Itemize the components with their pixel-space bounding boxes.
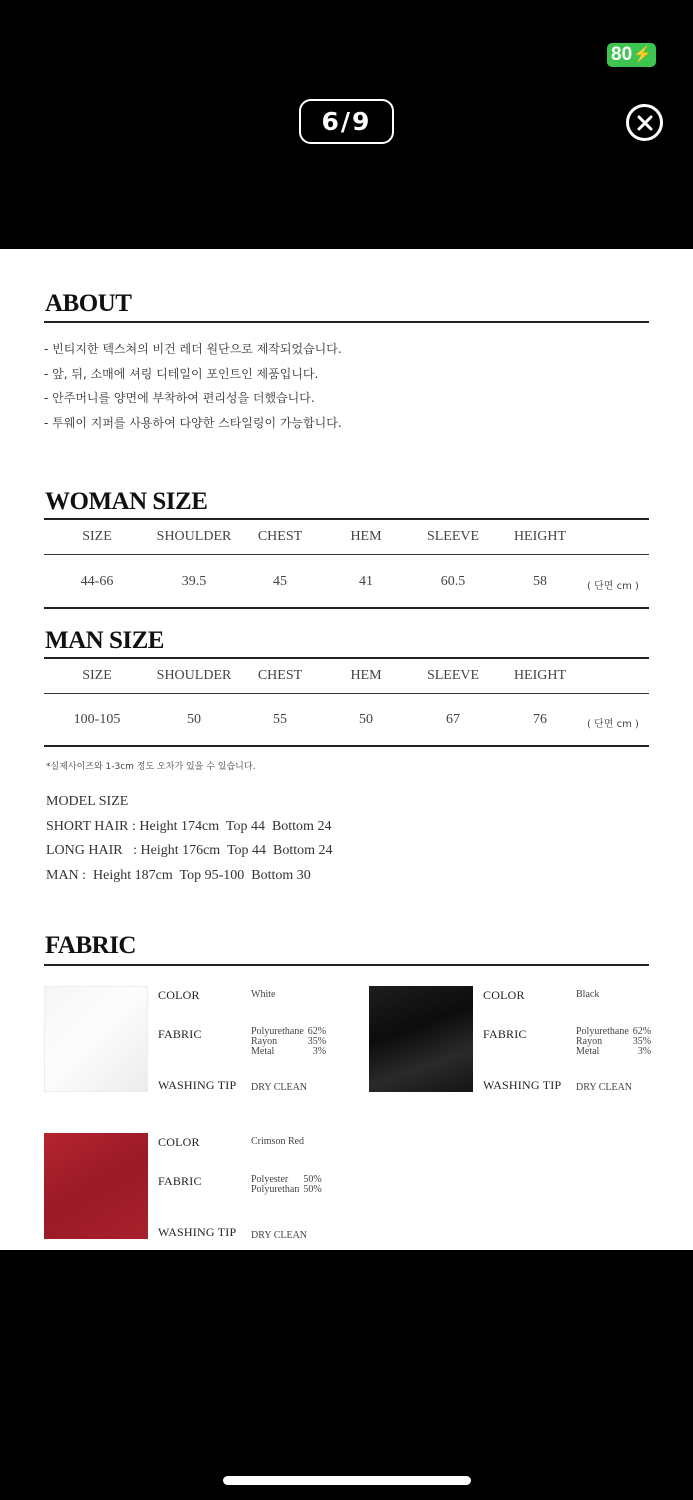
model-line: LONG HAIR : Height 176cm Top 44 Bottom 24	[46, 843, 333, 858]
material-name: Polyurethan	[251, 1184, 300, 1195]
home-indicator[interactable]	[223, 1476, 471, 1485]
material-pct: 3%	[312, 1046, 327, 1057]
unit-label: ( 단면 cm )	[587, 719, 639, 730]
charging-bolt-icon: ⚡	[633, 46, 652, 63]
fabric-label: FABRIC	[158, 1027, 202, 1041]
col-header-hem: HEM	[350, 529, 382, 544]
about-line: - 빈티지한 텍스쳐의 비건 레더 원단으로 제작되었습니다.	[44, 342, 342, 356]
material-name: Polyurethane	[251, 1026, 304, 1037]
model-line: MODEL SIZE	[46, 794, 129, 809]
material-name: Rayon	[576, 1036, 603, 1047]
washing-tip-label: WASHING TIP	[158, 1225, 237, 1239]
col-header-sleeve: SLEEVE	[426, 668, 480, 683]
color-value: Black	[576, 989, 600, 1000]
battery-indicator	[607, 43, 656, 67]
value-size: 44-66	[80, 574, 114, 589]
value-hem: 41	[359, 574, 373, 589]
size-tolerance-note: *실제사이즈와 1-3cm 정도 오차가 있을 수 있습니다.	[46, 762, 256, 772]
woman-size-mid-rule	[44, 554, 649, 555]
washing-tip-value: DRY CLEAN	[251, 1230, 308, 1241]
color-value: Crimson Red	[251, 1136, 305, 1147]
model-line: MAN : Height 187cm Top 95-100 Bottom 30	[46, 867, 311, 883]
value-chest: 55	[273, 712, 287, 727]
product-detail-image	[0, 249, 693, 1250]
fabric-composition	[251, 1175, 322, 1195]
material-name: Polyurethane	[576, 1026, 629, 1037]
man-size-value-row	[44, 712, 649, 732]
col-header-shoulder: SHOULDER	[156, 668, 232, 683]
battery-level: 80	[611, 44, 633, 65]
man-size-title: MAN SIZE	[45, 627, 164, 654]
material-pct: 62%	[307, 1026, 327, 1037]
about-divider	[44, 321, 649, 323]
value-height: 76	[533, 712, 547, 727]
value-hem: 50	[359, 712, 373, 727]
man-size-header-row	[44, 668, 649, 688]
washing-tip-value: DRY CLEAN	[576, 1082, 633, 1093]
col-header-chest: CHEST	[257, 668, 303, 683]
color-label: COLOR	[483, 988, 525, 1002]
close-icon	[637, 115, 653, 131]
value-chest: 45	[273, 574, 287, 589]
col-header-hem: HEM	[350, 668, 382, 683]
about-line: - 앞, 뒤, 소매에 셔링 디테일이 포인트인 제품입니다.	[44, 366, 319, 381]
about-line: - 안주머니를 양면에 부착하여 편리성을 더했습니다.	[44, 391, 315, 405]
washing-tip-label: WASHING TIP	[483, 1078, 562, 1092]
material-pct: 35%	[632, 1036, 652, 1047]
washing-tip-value: DRY CLEAN	[251, 1082, 308, 1093]
close-button[interactable]	[626, 104, 663, 141]
material-name: Rayon	[251, 1036, 278, 1047]
col-header-height: HEIGHT	[513, 668, 567, 683]
fabric-composition	[251, 1027, 326, 1057]
col-header-shoulder: SHOULDER	[156, 529, 232, 544]
material-pct: 62%	[632, 1026, 652, 1037]
woman-size-bottom-rule	[44, 607, 649, 609]
value-shoulder: 39.5	[181, 574, 207, 589]
woman-size-title: WOMAN SIZE	[45, 488, 208, 515]
woman-size-value-row	[44, 574, 649, 594]
fabric-swatch-white	[44, 986, 148, 1092]
about-description	[44, 339, 342, 437]
material-pct: 50%	[303, 1174, 322, 1185]
color-value: White	[251, 989, 276, 1000]
fabric-composition	[576, 1027, 651, 1057]
value-shoulder: 50	[187, 712, 201, 727]
material-pct: 3%	[637, 1046, 652, 1057]
value-sleeve: 60.5	[440, 574, 466, 589]
color-label: COLOR	[158, 1135, 200, 1149]
page-counter: 6/9	[299, 99, 394, 144]
fabric-title: FABRIC	[45, 932, 136, 959]
color-label: COLOR	[158, 988, 200, 1002]
col-header-height: HEIGHT	[513, 529, 567, 544]
material-pct: 35%	[307, 1036, 327, 1047]
material-name: Metal	[251, 1046, 275, 1057]
fabric-swatch-crimson-red	[44, 1133, 148, 1239]
col-header-size: SIZE	[82, 529, 112, 544]
unit-label: ( 단면 cm )	[587, 581, 639, 592]
value-sleeve: 67	[446, 712, 460, 727]
value-size: 100-105	[73, 712, 121, 727]
col-header-chest: CHEST	[257, 529, 303, 544]
man-size-mid-rule	[44, 693, 649, 694]
man-size-bottom-rule	[44, 745, 649, 747]
woman-size-top-rule	[44, 518, 649, 520]
fabric-divider	[44, 964, 649, 966]
fabric-swatch-black	[369, 986, 473, 1092]
material-pct: 50%	[303, 1184, 322, 1195]
about-title: ABOUT	[45, 290, 132, 317]
material-name: Polyester	[251, 1174, 289, 1185]
fabric-label: FABRIC	[483, 1027, 527, 1041]
fabric-label: FABRIC	[158, 1174, 202, 1188]
model-line: SHORT HAIR : Height 174cm Top 44 Bottom 24	[46, 818, 332, 834]
woman-size-header-row	[44, 529, 649, 549]
col-header-size: SIZE	[82, 668, 112, 683]
model-size-info	[46, 792, 333, 890]
col-header-sleeve: SLEEVE	[426, 529, 480, 544]
material-name: Metal	[576, 1046, 600, 1057]
man-size-top-rule	[44, 657, 649, 659]
about-line: - 투웨이 지퍼를 사용하여 다양한 스타일링이 가능합니다.	[44, 415, 342, 430]
value-height: 58	[533, 574, 547, 589]
washing-tip-label: WASHING TIP	[158, 1078, 237, 1092]
